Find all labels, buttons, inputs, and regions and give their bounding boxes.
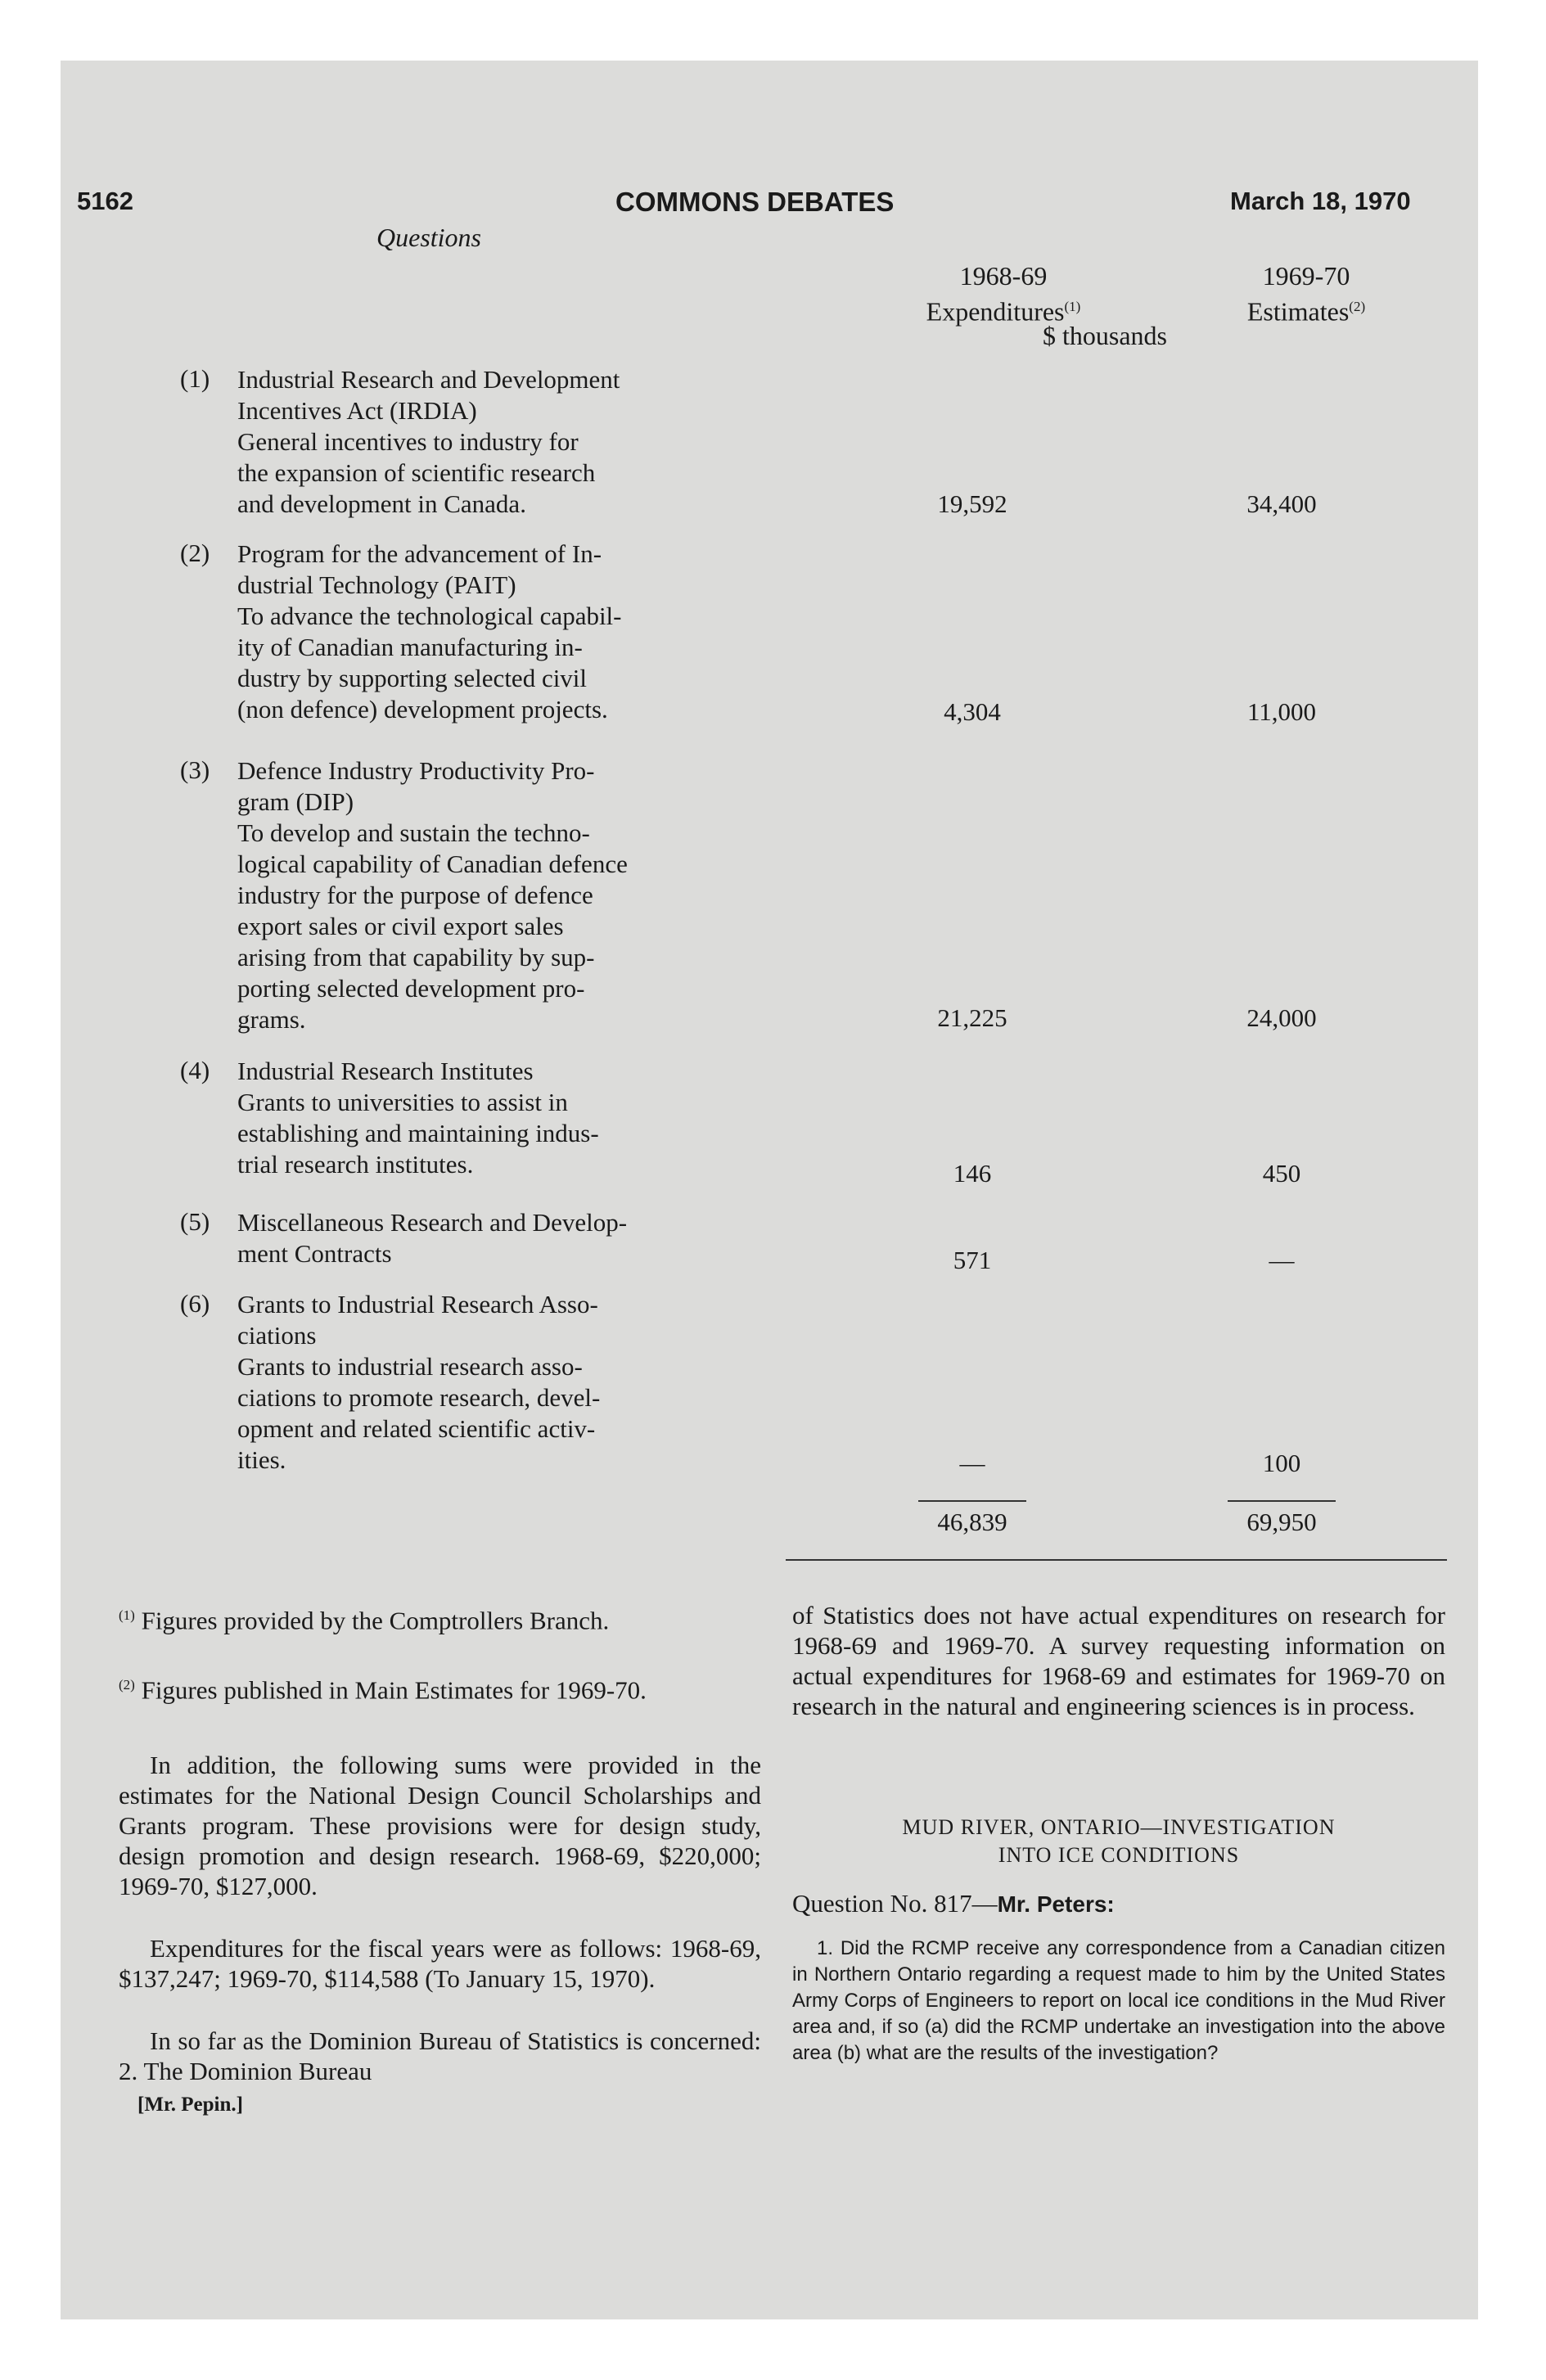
item-text-line: gram (DIP) — [237, 787, 354, 816]
col2-footnote-mark: (2) — [1349, 299, 1366, 314]
item-text-line: Industrial Research Institutes — [237, 1057, 534, 1085]
item-text-line: grams. — [237, 1005, 306, 1034]
item-text-line: trial research institutes. — [237, 1150, 474, 1179]
item-text-line: and development in Canada. — [237, 489, 526, 518]
speaker-attribution: [Mr. Pepin.] — [137, 2094, 243, 2116]
item-number: (3) — [180, 755, 210, 784]
item-estimate: — — [1269, 1246, 1295, 1274]
item-estimate: 450 — [1262, 1159, 1301, 1188]
item-text-line: ciations — [237, 1321, 317, 1350]
item-number: (2) — [180, 539, 210, 567]
item-text-line: arising from that capability by sup- — [237, 943, 595, 971]
item-text-line: ciations to promote research, devel- — [237, 1383, 601, 1412]
item-number: (6) — [180, 1289, 210, 1318]
item-estimate: 100 — [1262, 1449, 1301, 1477]
item-text-line: Incentives Act (IRDIA) — [237, 396, 477, 425]
col2-label: Estimates — [1246, 296, 1350, 327]
item-expenditure: 571 — [953, 1246, 992, 1274]
item-text-line: Industrial Research and Development — [237, 365, 620, 394]
item-text-line: Grants to Industrial Research Asso- — [237, 1290, 598, 1318]
item-expenditure: 21,225 — [937, 1003, 1007, 1032]
footnote-1-text: Figures provided by the Comptrollers Branch. — [141, 1606, 610, 1635]
item-text-line: opment and related scientific activ- — [237, 1414, 596, 1443]
item-text-line: dustrial Technology (PAIT) — [237, 570, 516, 599]
item-estimate: 34,400 — [1246, 489, 1317, 518]
question-member: Mr. Peters: — [997, 1891, 1115, 1917]
item-expenditure: — — [959, 1449, 985, 1477]
item-estimate: 24,000 — [1246, 1003, 1317, 1032]
footnote-2-text: Figures published in Main Estimates for 1969-70. — [141, 1675, 647, 1705]
item-expenditure: 4,304 — [944, 697, 1001, 726]
question-text: 1. Did the RCMP receive any correspondence from a Canadian citizen in Northern Ontario regarding a request made to him by the United States Army Corps of Engineers to report on local ice conditions in the Mud River area and, if so (a) did the RCMP undertake an investigation into the above area (b) what are the results of the investigation? — [792, 1937, 1445, 2064]
section-heading-line2: INTO ICE CONDITIONS — [998, 1843, 1240, 1867]
paragraph-design-council: In addition, the following sums were provided in the estimates for the National Design Council Scholarships and Grants program. These provisions were for design study, design promotion and design research. 1968-69, $220,000; 1969-70, $127,000. — [119, 1751, 761, 1900]
footnote-1-mark: (1) — [119, 1607, 135, 1623]
section-heading — [792, 1814, 1445, 1869]
page-number: 5162 — [77, 187, 133, 215]
col1-label: Expenditures — [926, 296, 1065, 327]
item-text-line: Miscellaneous Research and Develop- — [237, 1208, 628, 1237]
col2-year: 1969-70 — [1262, 261, 1350, 291]
table-bottom-rule — [786, 1559, 1447, 1561]
item-text-line: dustry by supporting selected civil — [237, 664, 588, 692]
item-text-line: To advance the technological capabil- — [237, 602, 622, 630]
paragraph-dbs: In so far as the Dominion Bureau of Statistics is concerned: 2. The Dominion Bureau — [119, 2026, 761, 2085]
footnote-2 — [119, 1670, 761, 1705]
questions-heading: Questions — [376, 223, 481, 252]
item-text-line: Program for the advancement of In- — [237, 539, 602, 568]
page-title: COMMONS DEBATES — [615, 187, 895, 217]
item-text-line: porting selected development pro- — [237, 974, 585, 1003]
item-text-line: industry for the purpose of defence — [237, 881, 593, 909]
item-estimate: 11,000 — [1246, 697, 1317, 726]
total-rule-exp — [918, 1500, 1026, 1502]
item-expenditure: 19,592 — [937, 489, 1007, 518]
item-text-line: ment Contracts — [237, 1239, 392, 1268]
footnote-1 — [119, 1600, 761, 1635]
item-text-line: Grants to industrial research asso- — [237, 1352, 583, 1381]
item-text-line: Defence Industry Productivity Pro- — [237, 756, 595, 785]
item-number: (4) — [180, 1056, 210, 1084]
question-line — [792, 1889, 1115, 1918]
item-text-line: the expansion of scientific research — [237, 458, 596, 487]
item-expenditure: 146 — [953, 1159, 992, 1188]
item-text-line: logical capability of Canadian defence — [237, 850, 628, 878]
item-text-line: export sales or civil export sales — [237, 912, 564, 940]
item-text-line: ity of Canadian manufacturing in- — [237, 633, 583, 661]
paragraph-expenditures: Expenditures for the fiscal years were as follows: 1968-69, $137,247; 1969-70, $114,588 (To January 15, 1970). — [119, 1934, 761, 1993]
footnote-2-mark: (2) — [119, 1677, 135, 1693]
page-date: March 18, 1970 — [1230, 187, 1411, 215]
total-estimates: 69,950 — [1246, 1508, 1317, 1536]
section-heading-line1: MUD RIVER, ONTARIO—INVESTIGATION — [902, 1815, 1336, 1839]
col1-footnote-mark: (1) — [1064, 299, 1081, 314]
item-text-line: (non defence) development projects. — [237, 695, 608, 723]
total-expenditures: 46,839 — [937, 1508, 1007, 1536]
item-number: (1) — [180, 364, 210, 393]
item-text-line: ities. — [237, 1445, 286, 1474]
col1-year: 1968-69 — [959, 261, 1048, 291]
total-rule-est — [1228, 1500, 1336, 1502]
item-text-line: General incentives to industry for — [237, 427, 579, 456]
paragraph-dbs-continued: of Statistics does not have actual expenditures on research for 1968-69 and 1969-70. A survey requesting information on actual expenditures for 1968-69 and estimates for 1969-70 on research in the natural and engineering sciences is in process. — [792, 1601, 1445, 1720]
item-text-line: establishing and maintaining indus- — [237, 1119, 599, 1147]
item-text-line: Grants to universities to assist in — [237, 1088, 568, 1116]
item-number: (5) — [180, 1207, 210, 1236]
question-label: Question No. 817— — [792, 1889, 998, 1918]
col2-header — [1126, 260, 1486, 327]
item-text-line: To develop and sustain the techno- — [237, 818, 590, 847]
units-label: $ thousands — [1043, 321, 1167, 350]
